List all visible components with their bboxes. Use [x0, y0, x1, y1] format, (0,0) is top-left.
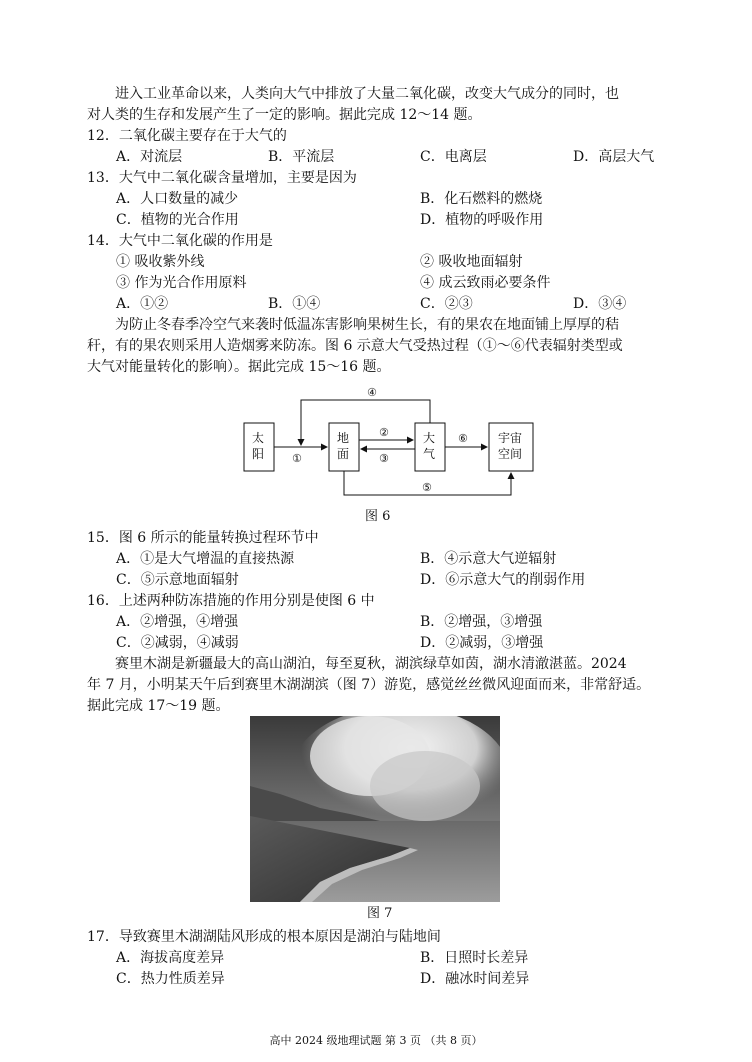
arrow-4	[301, 400, 430, 445]
figure-7-caption: 图 7	[367, 906, 393, 921]
label-n6: ⑥	[458, 432, 468, 445]
q16-option-b: B．②增强，③增强	[420, 614, 543, 630]
q14-statement-2: ② 吸收地面辐射	[420, 254, 523, 270]
figure-6-caption: 图 6	[365, 509, 391, 524]
q12-option-b: B．平流层	[268, 149, 335, 165]
intro1-line2: 对人类的生存和发展产生了一定的影响。据此完成 12～14 题。	[87, 107, 482, 123]
q14-option-a: A．①②	[116, 296, 169, 312]
figure-7-lake-photo	[250, 716, 500, 902]
q15-option-d: D．⑥示意大气的削弱作用	[420, 572, 586, 588]
q16-option-c: C．②减弱，④减弱	[116, 635, 239, 651]
q13-option-a: A．人口数量的减少	[116, 191, 239, 207]
q14-option-c: C．②③	[420, 296, 473, 312]
atmosphere-label-1: 大	[423, 431, 436, 445]
q12-option-d: D．高层大气	[573, 149, 655, 165]
q17-option-d: D．融冰时间差异	[420, 971, 530, 987]
q17-stem: 17．导致赛里木湖湖陆风形成的根本原因是湖泊与陆地间	[87, 929, 441, 945]
q16-option-a: A．②增强，④增强	[116, 614, 239, 630]
intro2-line3: 大气对能量转化的影响）。据此完成 15～16 题。	[87, 359, 391, 375]
figure-6-diagram	[236, 380, 536, 504]
q14-statement-1: ① 吸收紫外线	[116, 254, 205, 270]
intro3-line1: 赛里木湖是新疆最大的高山湖泊，每至夏秋，湖滨绿草如茵，湖水清澈湛蓝。2024	[115, 656, 627, 672]
q13-stem: 13．大气中二氧化碳含量增加，主要是因为	[87, 170, 357, 186]
intro3-line2: 年 7 月，小明某天午后到赛里木湖湖滨（图 7）游览，感觉丝丝微风迎面而来，非常舒适。	[87, 677, 651, 693]
q14-option-b: B．①④	[268, 296, 321, 312]
label-n5: ⑤	[422, 481, 432, 494]
intro3-line3: 据此完成 17～19 题。	[87, 698, 230, 714]
label-n1: ①	[292, 452, 302, 465]
ground-label-2: 面	[337, 447, 350, 461]
sun-label-1: 太	[252, 431, 265, 445]
q14-stem: 14．大气中二氧化碳的作用是	[87, 233, 273, 249]
label-n3: ③	[379, 452, 389, 465]
q12-option-c: C．电离层	[420, 149, 487, 165]
label-n4: ④	[367, 386, 377, 399]
q15-option-c: C．⑤示意地面辐射	[116, 572, 239, 588]
intro2-line2: 秆，有的果农则采用人造烟雾来防冻。图 6 示意大气受热过程（①～⑥代表辐射类型或	[87, 338, 623, 354]
q12-stem: 12．二氧化碳主要存在于大气的	[87, 128, 287, 144]
page-footer: 高中 2024 级地理试题 第 3 页 （共 8 页）	[269, 1034, 483, 1047]
q14-statement-3: ③ 作为光合作用原料	[116, 275, 247, 291]
q17-option-c: C．热力性质差异	[116, 971, 225, 987]
intro2-line1: 为防止冬春季冷空气来袭时低温冻害影响果树生长，有的果农在地面铺上厚厚的秸	[115, 317, 619, 333]
q17-option-b: B．日照时长差异	[420, 950, 529, 966]
q14-statement-4: ④ 成云致雨必要条件	[420, 275, 551, 291]
q15-option-b: B．④示意大气逆辐射	[420, 551, 557, 567]
q13-option-d: D．植物的呼吸作用	[420, 212, 544, 228]
q17-option-a: A．海拔高度差异	[116, 950, 225, 966]
ground-label-1: 地	[337, 431, 350, 445]
q14-option-d: D．③④	[573, 296, 627, 312]
q13-option-b: B．化石燃料的燃烧	[420, 191, 543, 207]
q12-option-a: A．对流层	[116, 149, 183, 165]
atmosphere-label-2: 气	[423, 447, 436, 461]
q16-stem: 16．上述两种防冻措施的作用分别是使图 6 中	[87, 593, 375, 609]
q15-option-a: A．①是大气增温的直接热源	[116, 551, 295, 567]
q13-option-c: C．植物的光合作用	[116, 212, 239, 228]
space-label-2: 空间	[498, 447, 523, 461]
space-label-1: 宇宙	[498, 431, 523, 445]
sun-label-2: 阳	[252, 447, 265, 461]
label-n2: ②	[379, 426, 389, 439]
intro1-line1: 进入工业革命以来，人类向大气中排放了大量二氧化碳，改变大气成分的同时，也	[115, 86, 619, 102]
q15-stem: 15．图 6 所示的能量转换过程环节中	[87, 530, 319, 546]
q16-option-d: D．②减弱，③增强	[420, 635, 544, 651]
